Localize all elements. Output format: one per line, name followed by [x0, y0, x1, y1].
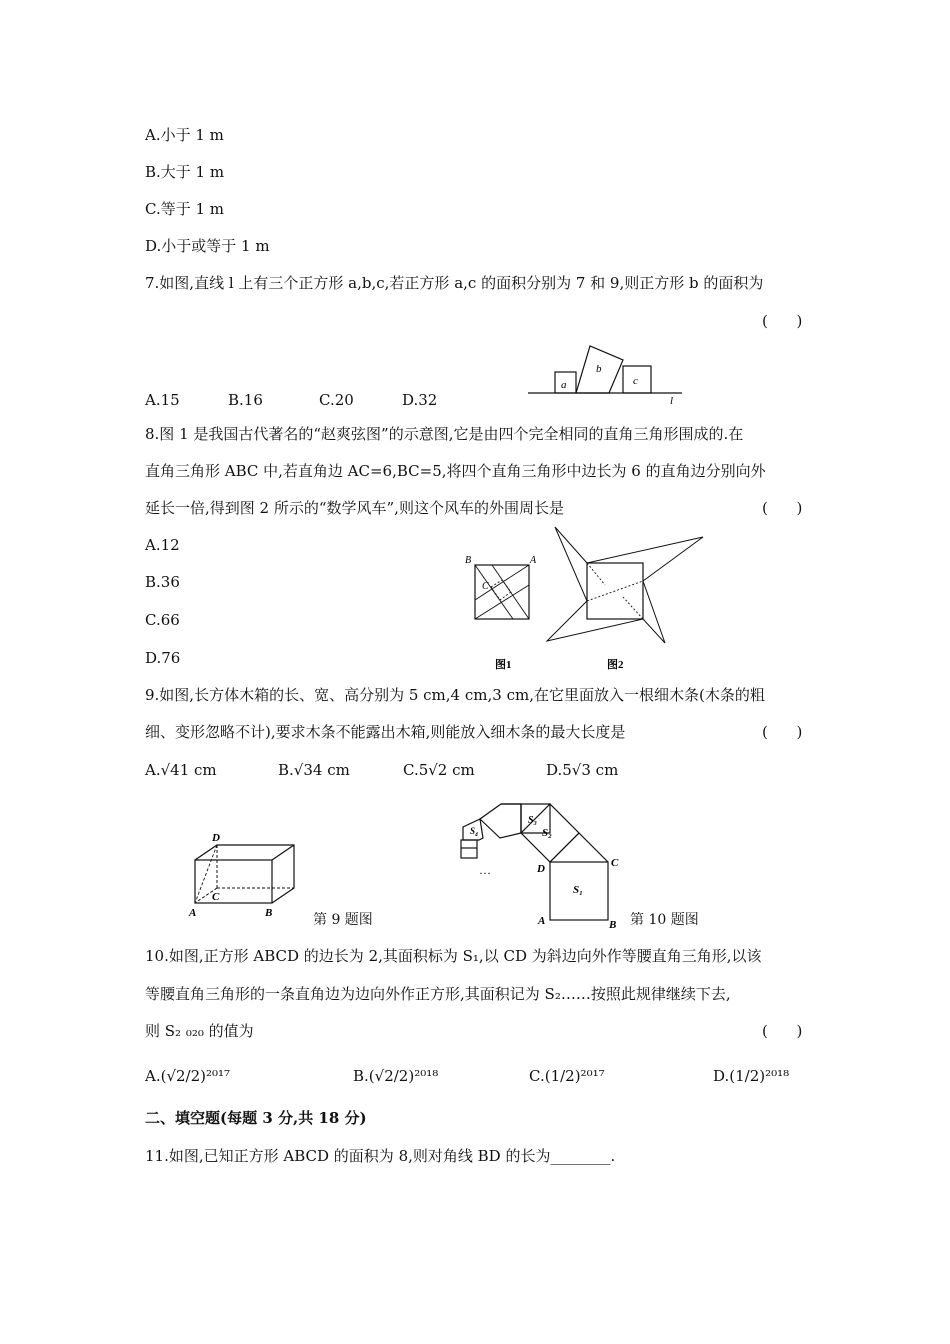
q9-stem-line-2: 细、变形忽略不计),要求木条不能露出木箱,则能放入细木条的最大长度是 — [145, 723, 626, 741]
q10-stem-line-3: 则 S₂ ₀₂₀ 的值为 — [145, 1022, 254, 1040]
q8-stem-line-1: 8.图 1 是我国古代著名的“赵爽弦图”的示意图,它是由四个完全相同的直角三角形围成的.在 — [145, 425, 744, 443]
q10-stem-line-1: 10.如图,正方形 ABCD 的边长为 2,其面积标为 S₁,以 CD 为斜边向外作等腰直角三角形,以该 — [145, 947, 762, 965]
q9-label-c: C — [212, 891, 220, 903]
q10-label-s3: S₃ — [528, 815, 538, 826]
q8-label-c: C — [482, 581, 489, 592]
q10-label-s2: S₂ — [542, 827, 552, 839]
q7-figure — [520, 338, 690, 408]
q10-figure — [455, 800, 635, 930]
q8-option-d: D.76 — [145, 649, 181, 667]
q9-figure — [180, 825, 310, 920]
q8-label-b: B — [465, 555, 472, 566]
q8-stem-line-3: 延长一倍,得到图 2 所示的“数学风车”,则这个风车的外围周长是 — [145, 499, 564, 517]
q10-label-s4: S₄ — [470, 826, 479, 836]
section-2-heading: 二、填空题(每题 3 分,共 18 分) — [145, 1109, 367, 1127]
q10-label-a: A — [538, 915, 546, 927]
q9-label-a: A — [189, 907, 197, 919]
q6-option-c: C.等于 1 m — [145, 200, 225, 218]
q10-option-b: B.(√2/2)²⁰¹⁸ — [353, 1067, 439, 1085]
q10-stem-line-2: 等腰直角三角形的一条直角边为边向外作正方形,其面积记为 S₂……按照此规律继续下去, — [145, 985, 731, 1003]
q6-option-b: B.大于 1 m — [145, 163, 225, 181]
q7-stem: 7.如图,直线 l 上有三个正方形 a,b,c,若正方形 a,c 的面积分别为 7 和 9,则正方形 b 的面积为 — [145, 274, 764, 292]
q7-option-d: D.32 — [402, 391, 438, 409]
q7-option-a: A.15 — [145, 391, 180, 409]
q8-label-a: A — [530, 555, 537, 566]
q8-caption-fig2: 图2 — [607, 659, 624, 671]
q9-label-d: D — [212, 832, 220, 844]
q10-option-d: D.(1/2)²⁰¹⁸ — [713, 1067, 790, 1085]
q8-option-b: B.36 — [145, 573, 180, 591]
q10-ellipsis: … — [479, 863, 491, 877]
q7-option-c: C.20 — [319, 391, 354, 409]
q8-caption-fig1: 图1 — [495, 659, 512, 671]
q7-label-c: c — [633, 375, 638, 387]
q10-caption: 第 10 题图 — [630, 912, 699, 928]
q9-label-b: B — [265, 907, 273, 919]
q7-label-b: b — [596, 363, 602, 375]
q6-option-d: D.小于或等于 1 m — [145, 237, 270, 255]
q9-caption: 第 9 题图 — [313, 912, 373, 928]
q9-option-d: D.5√3 cm — [546, 761, 619, 779]
q8-figure — [455, 525, 705, 675]
q7-label-a: a — [561, 379, 567, 391]
q7-label-l: l — [670, 395, 674, 407]
q10-option-a: A.(√2/2)²⁰¹⁷ — [145, 1067, 231, 1085]
q8-answer-paren: ( ) — [762, 499, 803, 517]
q10-label-c: C — [611, 857, 619, 869]
q10-label-d: D — [537, 863, 545, 875]
q8-stem-line-2: 直角三角形 ABC 中,若直角边 AC=6,BC=5,将四个直角三角形中边长为 6 的直角边分别向外 — [145, 462, 766, 480]
q7-option-b: B.16 — [228, 391, 263, 409]
q9-option-b: B.√34 cm — [278, 761, 350, 779]
q9-stem-line-1: 9.如图,长方体木箱的长、宽、高分别为 5 cm,4 cm,3 cm,在它里面放入一根细木条(木条的粗 — [145, 686, 765, 704]
q8-option-a: A.12 — [145, 536, 180, 554]
q11-stem: 11.如图,已知正方形 ABCD 的面积为 8,则对角线 BD 的长为________. — [145, 1147, 616, 1165]
q9-option-a: A.√41 cm — [145, 761, 217, 779]
q10-label-b: B — [609, 919, 617, 930]
q6-option-a: A.小于 1 m — [145, 126, 224, 144]
q8-option-c: C.66 — [145, 611, 180, 629]
q10-label-s1: S₁ — [573, 884, 583, 896]
q9-answer-paren: ( ) — [762, 723, 803, 741]
q10-answer-paren: ( ) — [762, 1022, 803, 1040]
q7-answer-paren: ( ) — [762, 312, 803, 330]
q10-option-c: C.(1/2)²⁰¹⁷ — [529, 1067, 605, 1085]
q9-option-c: C.5√2 cm — [403, 761, 475, 779]
